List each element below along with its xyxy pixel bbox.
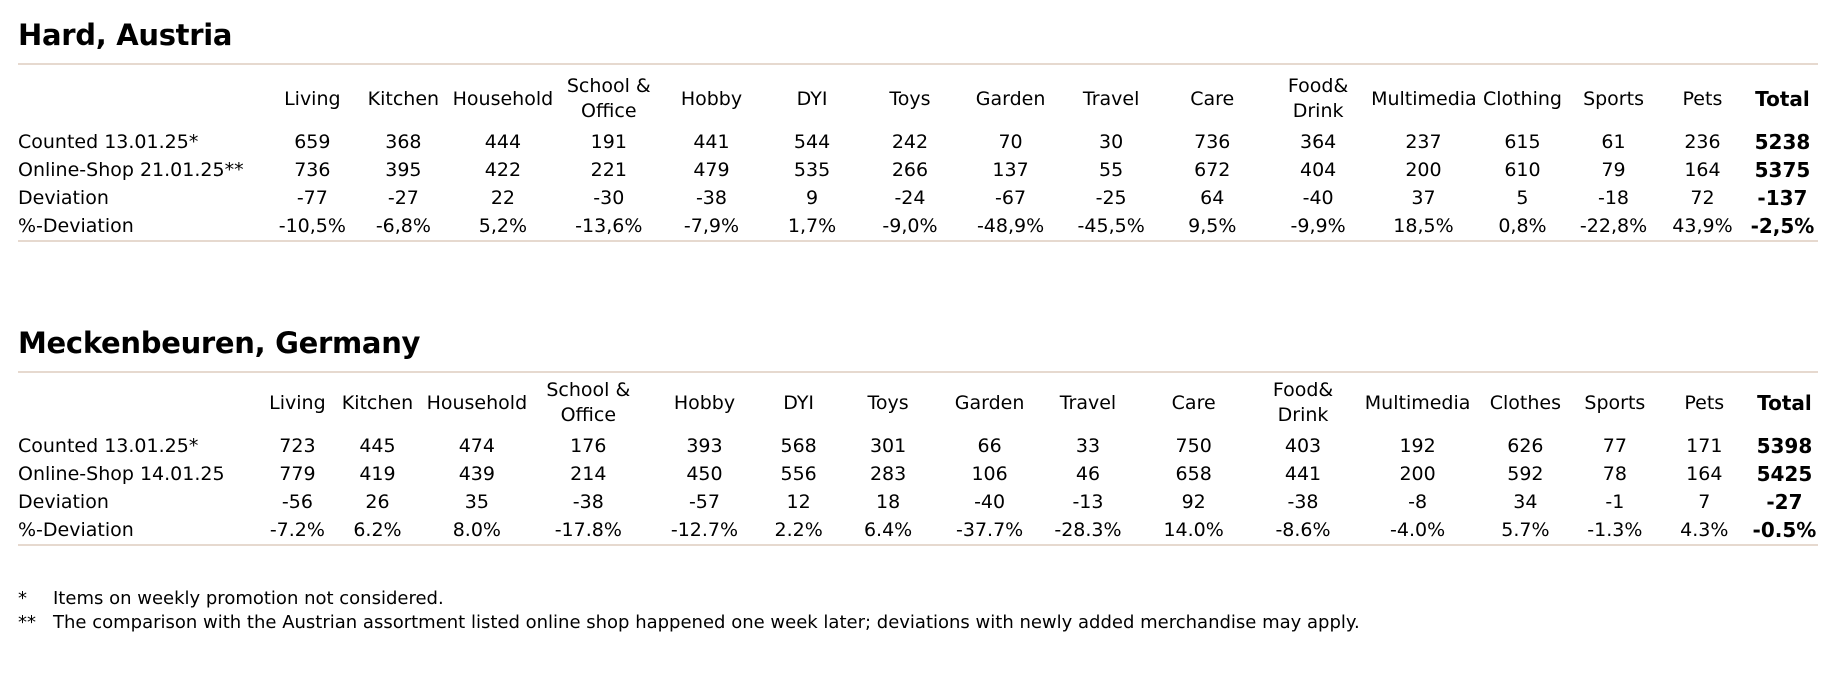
column-header bbox=[358, 70, 449, 128]
table-cell: 419 bbox=[359, 463, 396, 485]
table-row bbox=[18, 432, 1818, 460]
column-header bbox=[449, 70, 557, 128]
table-cell: 672 bbox=[1194, 159, 1231, 181]
table-row bbox=[18, 516, 1818, 545]
table-cell: 30 bbox=[1099, 131, 1124, 153]
table-cell: 535 bbox=[793, 159, 831, 181]
footnote-text: Items on weekly promotion not considered. bbox=[53, 588, 444, 609]
table-cell: 610 bbox=[1504, 159, 1541, 181]
column-header-text: Kitchen bbox=[367, 87, 440, 110]
table-cell: 0,8% bbox=[1476, 212, 1569, 241]
column-header bbox=[661, 70, 763, 128]
section-title-meckenbeuren-germany: Meckenbeuren, Germany bbox=[18, 326, 421, 360]
row-label: Online-Shop 21.01.25** bbox=[18, 159, 244, 181]
table-cell: 626 bbox=[1507, 435, 1544, 457]
column-header bbox=[941, 374, 1038, 432]
table-cell: 26 bbox=[365, 491, 390, 513]
table-cell: 301 bbox=[869, 435, 907, 457]
column-header-text: Clothing bbox=[1482, 87, 1562, 110]
table-cell: -40 bbox=[974, 491, 1006, 513]
column-header-text: Clothes bbox=[1489, 391, 1561, 414]
column-header bbox=[1250, 374, 1357, 432]
column-header bbox=[1658, 374, 1751, 432]
table-cell: 176 bbox=[570, 435, 607, 457]
table-cell: 544 bbox=[793, 131, 831, 153]
column-header bbox=[762, 70, 862, 128]
column-header-text: Travel bbox=[1059, 391, 1117, 414]
footnote-1 bbox=[18, 588, 444, 609]
column-header-text: Pets bbox=[1682, 87, 1723, 110]
column-header-text: DYI bbox=[783, 391, 815, 414]
table-cell: -38 bbox=[572, 491, 604, 513]
row-label: %-Deviation bbox=[18, 212, 267, 241]
table-cell: -77 bbox=[296, 187, 328, 209]
table-cell: 8.0% bbox=[424, 516, 530, 545]
column-header-text: Drink bbox=[1292, 100, 1344, 122]
total-cell: 5425 bbox=[1756, 462, 1813, 486]
column-header-text: Kitchen bbox=[341, 391, 414, 414]
table-cell: -1 bbox=[1605, 491, 1625, 513]
table-cell: 439 bbox=[458, 463, 495, 485]
column-header-text: Household bbox=[452, 87, 554, 110]
table-cell: 43,9% bbox=[1658, 212, 1747, 241]
table-cell: 9 bbox=[806, 187, 819, 209]
table-cell: -12.7% bbox=[647, 516, 762, 545]
footnote-text: The comparison with the Austrian assortment listed online shop happened one week later; deviations with newly added merchandise may apply. bbox=[53, 612, 1360, 633]
table-row bbox=[18, 156, 1818, 184]
row-label: Deviation bbox=[18, 187, 109, 209]
table-cell: 283 bbox=[869, 463, 907, 485]
table-cell: 736 bbox=[1194, 131, 1231, 153]
table-cell: 1,7% bbox=[762, 212, 862, 241]
table-cell: -1.3% bbox=[1572, 516, 1658, 545]
table-cell: 79 bbox=[1601, 159, 1626, 181]
table-cell: 658 bbox=[1175, 463, 1212, 485]
column-header bbox=[1751, 374, 1818, 432]
inventory-table-meckenbeuren-germany bbox=[18, 374, 1818, 546]
footnote-mark: * bbox=[18, 588, 27, 609]
column-header-text: Garden bbox=[954, 391, 1025, 414]
column-header-text: Household bbox=[426, 391, 528, 414]
table-cell: 450 bbox=[686, 463, 723, 485]
table-cell: 18 bbox=[876, 491, 901, 513]
table-cell: 137 bbox=[992, 159, 1029, 181]
column-header bbox=[530, 374, 647, 432]
table-cell: 444 bbox=[484, 131, 522, 153]
table-row bbox=[18, 488, 1818, 516]
table-cell: 6.4% bbox=[835, 516, 941, 545]
table-cell: -27 bbox=[387, 187, 419, 209]
table-cell: 12 bbox=[786, 491, 811, 513]
table-cell: 723 bbox=[279, 435, 316, 457]
table-cell: 221 bbox=[590, 159, 627, 181]
column-header-text: Sports bbox=[1584, 391, 1646, 414]
table-cell: -28.3% bbox=[1038, 516, 1137, 545]
table-cell: 78 bbox=[1602, 463, 1627, 485]
column-header-text: Care bbox=[1171, 391, 1216, 414]
table-cell: -56 bbox=[281, 491, 313, 513]
table-cell: 779 bbox=[279, 463, 316, 485]
column-header-text: Sports bbox=[1583, 87, 1644, 110]
column-header bbox=[862, 70, 958, 128]
column-header bbox=[1159, 70, 1265, 128]
table-cell: 266 bbox=[891, 159, 929, 181]
table-cell: 5.7% bbox=[1479, 516, 1572, 545]
table-cell: 61 bbox=[1601, 131, 1626, 153]
column-header bbox=[1371, 70, 1476, 128]
inventory-table-hard-austria bbox=[18, 70, 1818, 242]
table-cell: 393 bbox=[686, 435, 723, 457]
table-cell: -9,9% bbox=[1265, 212, 1371, 241]
total-cell: -0.5% bbox=[1751, 516, 1818, 545]
column-header bbox=[424, 374, 530, 432]
column-header-text: School & bbox=[546, 379, 631, 401]
table-cell: 403 bbox=[1284, 435, 1322, 457]
table-cell: -8.6% bbox=[1250, 516, 1357, 545]
row-label: Counted 13.01.25* bbox=[18, 131, 199, 153]
column-header-text: Total bbox=[1755, 86, 1810, 111]
total-cell: -137 bbox=[1757, 186, 1808, 210]
table-cell: 6.2% bbox=[331, 516, 424, 545]
column-header bbox=[1479, 374, 1572, 432]
column-header-text: Travel bbox=[1082, 87, 1140, 110]
column-header-text: Hobby bbox=[673, 391, 736, 414]
table-row bbox=[18, 128, 1818, 156]
table-cell: 33 bbox=[1075, 435, 1101, 457]
table-top-rule bbox=[18, 371, 1818, 373]
column-header-text: Living bbox=[284, 87, 341, 110]
column-header bbox=[264, 374, 331, 432]
table-cell: 592 bbox=[1507, 463, 1544, 485]
header-row bbox=[18, 70, 1818, 128]
table-cell: 5,2% bbox=[449, 212, 557, 241]
table-cell: 46 bbox=[1075, 463, 1101, 485]
table-cell: -24 bbox=[894, 187, 926, 209]
column-header bbox=[1747, 70, 1818, 128]
table-cell: 214 bbox=[570, 463, 607, 485]
column-header bbox=[1265, 70, 1371, 128]
table-cell: 395 bbox=[385, 159, 422, 181]
column-header-text: Office bbox=[581, 100, 637, 122]
table-cell: 55 bbox=[1099, 159, 1124, 181]
column-header-text: Hobby bbox=[680, 87, 743, 110]
column-header-text: Toys bbox=[867, 391, 909, 414]
header-blank bbox=[18, 70, 267, 128]
table-cell: 750 bbox=[1175, 435, 1212, 457]
table-cell: 72 bbox=[1690, 187, 1715, 209]
column-header-text: DYI bbox=[796, 87, 828, 110]
table-cell: 568 bbox=[780, 435, 817, 457]
table-cell: 368 bbox=[385, 131, 422, 153]
table-cell: 22 bbox=[490, 187, 515, 209]
table-cell: 237 bbox=[1405, 131, 1442, 153]
table-cell: -38 bbox=[1287, 491, 1319, 513]
table-cell: 7 bbox=[1698, 491, 1711, 513]
table-cell: 364 bbox=[1299, 131, 1337, 153]
table-cell: 659 bbox=[294, 131, 331, 153]
table-cell: -57 bbox=[688, 491, 720, 513]
table-cell: 441 bbox=[693, 131, 730, 153]
table-cell: 66 bbox=[977, 435, 1002, 457]
header-blank bbox=[18, 374, 264, 432]
row-label: %-Deviation bbox=[18, 516, 264, 545]
table-row bbox=[18, 460, 1818, 488]
table-cell: 2.2% bbox=[762, 516, 835, 545]
column-header-text: School & bbox=[566, 75, 651, 97]
table-cell: -13,6% bbox=[557, 212, 661, 241]
table-cell: 70 bbox=[998, 131, 1023, 153]
table-top-rule bbox=[18, 63, 1818, 65]
table-cell: 200 bbox=[1399, 463, 1436, 485]
table-cell: 34 bbox=[1513, 491, 1538, 513]
table-cell: 9,5% bbox=[1159, 212, 1265, 241]
total-cell: 5375 bbox=[1754, 158, 1811, 182]
column-header bbox=[835, 374, 941, 432]
table-cell: -9,0% bbox=[862, 212, 958, 241]
table-cell: -22,8% bbox=[1569, 212, 1658, 241]
table-cell: -10,5% bbox=[267, 212, 358, 241]
column-header-text: Food& bbox=[1287, 75, 1349, 97]
column-header bbox=[1063, 70, 1159, 128]
column-header-text: Multimedia bbox=[1371, 87, 1477, 110]
column-header bbox=[1356, 374, 1478, 432]
table-cell: 4.3% bbox=[1658, 516, 1751, 545]
table-cell: 445 bbox=[359, 435, 396, 457]
table-cell: 422 bbox=[484, 159, 522, 181]
table-cell: -18 bbox=[1597, 187, 1630, 209]
column-header bbox=[1569, 70, 1658, 128]
column-header bbox=[331, 374, 424, 432]
table-cell: 171 bbox=[1686, 435, 1723, 457]
header-row bbox=[18, 374, 1818, 432]
total-cell: -27 bbox=[1766, 490, 1803, 514]
table-cell: 164 bbox=[1686, 463, 1723, 485]
table-cell: 191 bbox=[590, 131, 627, 153]
table-cell: 479 bbox=[693, 159, 730, 181]
table-cell: 37 bbox=[1411, 187, 1436, 209]
column-header bbox=[647, 374, 762, 432]
table-cell: 441 bbox=[1284, 463, 1322, 485]
column-header bbox=[267, 70, 358, 128]
column-header-text: Office bbox=[560, 404, 617, 426]
table-cell: -38 bbox=[695, 187, 727, 209]
column-header-text: Food& bbox=[1272, 379, 1334, 401]
table-cell: 92 bbox=[1181, 491, 1206, 513]
column-header bbox=[958, 70, 1063, 128]
column-header bbox=[557, 70, 661, 128]
table-cell: -30 bbox=[593, 187, 625, 209]
table-cell: 474 bbox=[458, 435, 495, 457]
column-header-text: Garden bbox=[975, 87, 1046, 110]
section-title-hard-austria: Hard, Austria bbox=[18, 18, 233, 52]
table-cell: 200 bbox=[1405, 159, 1442, 181]
table-cell: 18,5% bbox=[1371, 212, 1476, 241]
table-cell: -67 bbox=[995, 187, 1027, 209]
column-header bbox=[1476, 70, 1569, 128]
column-header bbox=[1572, 374, 1658, 432]
column-header-text: Toys bbox=[889, 87, 931, 110]
table-cell: 736 bbox=[294, 159, 331, 181]
table-cell: 35 bbox=[464, 491, 489, 513]
table-cell: 77 bbox=[1602, 435, 1627, 457]
table-cell: -48,9% bbox=[958, 212, 1063, 241]
row-label: Online-Shop 14.01.25 bbox=[18, 463, 225, 485]
table-cell: -7.2% bbox=[264, 516, 331, 545]
table-cell: 404 bbox=[1299, 159, 1337, 181]
table-row bbox=[18, 184, 1818, 212]
table-cell: -13 bbox=[1072, 491, 1104, 513]
column-header-text: Drink bbox=[1277, 404, 1329, 426]
total-cell: 5238 bbox=[1754, 130, 1811, 154]
table-cell: 192 bbox=[1399, 435, 1436, 457]
table-cell: -6,8% bbox=[358, 212, 449, 241]
column-header bbox=[1138, 374, 1250, 432]
table-cell: 14.0% bbox=[1138, 516, 1250, 545]
column-header-text: Living bbox=[269, 391, 326, 414]
table-cell: -7,9% bbox=[661, 212, 763, 241]
table-cell: -17.8% bbox=[530, 516, 647, 545]
total-cell: -2,5% bbox=[1747, 212, 1818, 241]
table-cell: -25 bbox=[1095, 187, 1127, 209]
table-cell: -45,5% bbox=[1063, 212, 1159, 241]
table-cell: -40 bbox=[1302, 187, 1334, 209]
table-cell: 164 bbox=[1684, 159, 1721, 181]
column-header-text: Multimedia bbox=[1364, 391, 1471, 414]
table-cell: 106 bbox=[971, 463, 1008, 485]
table-cell: 615 bbox=[1504, 131, 1541, 153]
table-cell: -8 bbox=[1408, 491, 1428, 513]
column-header bbox=[1658, 70, 1747, 128]
table-cell: -4.0% bbox=[1356, 516, 1478, 545]
column-header-text: Pets bbox=[1684, 391, 1725, 414]
footnote-2 bbox=[18, 612, 1360, 633]
column-header bbox=[762, 374, 835, 432]
row-label: Counted 13.01.25* bbox=[18, 435, 199, 457]
table-cell: 556 bbox=[780, 463, 817, 485]
table-cell: 5 bbox=[1516, 187, 1529, 209]
table-cell: 242 bbox=[891, 131, 929, 153]
table-cell: 236 bbox=[1684, 131, 1721, 153]
footnote-mark: ** bbox=[18, 612, 36, 633]
column-header-text: Care bbox=[1190, 87, 1235, 110]
row-label: Deviation bbox=[18, 491, 109, 513]
table-row bbox=[18, 212, 1818, 241]
table-cell: -37.7% bbox=[941, 516, 1038, 545]
total-cell: 5398 bbox=[1756, 434, 1813, 458]
column-header bbox=[1038, 374, 1137, 432]
column-header-text: Total bbox=[1757, 390, 1812, 415]
table-cell: 64 bbox=[1200, 187, 1225, 209]
